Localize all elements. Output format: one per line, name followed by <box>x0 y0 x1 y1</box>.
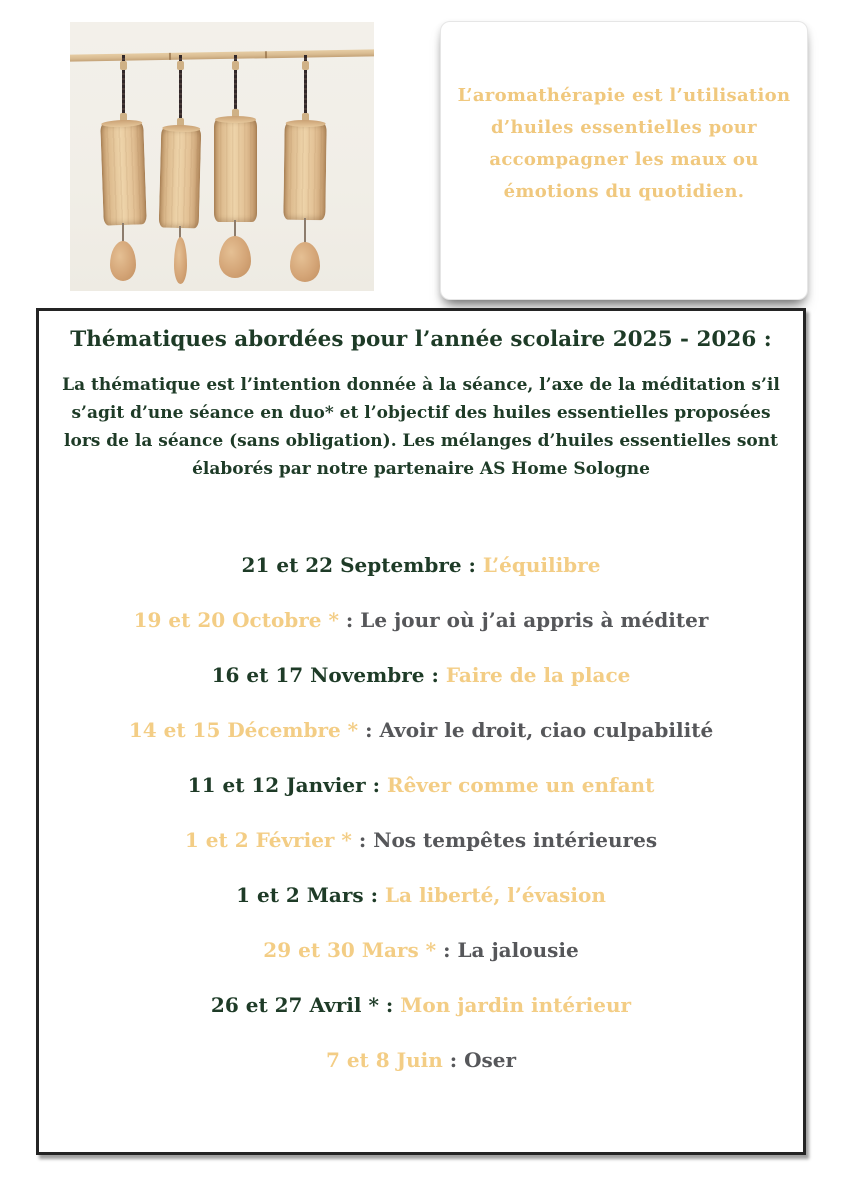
theme-date: 11 et 12 Janvier <box>187 773 366 797</box>
theme-date: 16 et 17 Novembre <box>211 663 425 687</box>
theme-date: 26 et 27 Avril * : <box>210 993 394 1017</box>
theme-label: Rêver comme un enfant <box>386 773 655 797</box>
themes-list <box>39 555 803 1070</box>
chime-cylinder <box>214 118 257 222</box>
theme-row <box>39 885 803 905</box>
theme-row <box>39 610 803 630</box>
theme-date: 7 et 8 Juin <box>325 1048 443 1072</box>
theme-separator: : <box>461 553 483 577</box>
chime-cord <box>234 55 237 121</box>
theme-row <box>39 665 803 685</box>
card-line: d’huiles essentielles pour <box>491 117 757 138</box>
theme-separator: : <box>442 1048 465 1072</box>
theme-label: Faire de la place <box>445 663 631 687</box>
theme-row <box>39 720 803 740</box>
pendant <box>110 241 136 281</box>
theme-row <box>39 940 803 960</box>
theme-label: Oser <box>464 1048 517 1072</box>
theme-separator: : <box>358 718 380 742</box>
intro-line: s’agit d’une séance en duo* et l’objectif des huiles essentielles proposées <box>71 403 771 423</box>
themes-title: Thématiques abordées pour l’année scolaire 2025 - 2026 : <box>70 327 772 352</box>
aromatherapy-card <box>440 21 808 300</box>
theme-label: La liberté, l’évasion <box>384 883 606 907</box>
theme-label: L’équilibre <box>482 553 601 577</box>
intro-line: lors de la séance (sans obligation). Les mélanges d’huiles essentielles sont <box>64 431 778 451</box>
card-line: accompagner les maux ou <box>489 149 759 170</box>
theme-separator: : <box>424 663 446 687</box>
pendant <box>219 236 251 278</box>
theme-label: Avoir le droit, ciao culpabilité <box>379 718 714 742</box>
wind-chimes-photo <box>70 22 374 291</box>
theme-date: 1 et 2 Mars <box>236 883 364 907</box>
theme-label: Le jour où j’ai appris à méditer <box>360 608 709 632</box>
theme-separator: : <box>365 773 387 797</box>
theme-row <box>39 995 803 1015</box>
theme-row <box>39 775 803 795</box>
chime-cylinder <box>159 126 202 228</box>
bamboo-branch <box>70 49 374 61</box>
theme-row <box>39 1050 803 1070</box>
theme-row <box>39 555 803 575</box>
theme-date: 21 et 22 Septembre <box>241 553 462 577</box>
chime-cord <box>179 55 182 130</box>
card-line: émotions du quotidien. <box>503 181 745 202</box>
chime-cord <box>304 55 307 125</box>
pendant-string <box>304 218 306 244</box>
chime-cord <box>122 55 125 125</box>
theme-date: 14 et 15 Décembre * <box>128 718 359 742</box>
theme-label: La jalousie <box>457 938 579 962</box>
intro-line: La thématique est l’intention donnée à la séance, l’axe de la méditation s’il <box>62 375 780 395</box>
card-line: L’aromathérapie est l’utilisation <box>457 85 791 106</box>
theme-row <box>39 830 803 850</box>
themes-intro <box>39 371 803 483</box>
chime-cylinder <box>100 121 147 225</box>
pendant <box>290 242 320 282</box>
themes-box <box>36 308 806 1155</box>
pendant-string <box>122 223 124 243</box>
theme-separator: : <box>363 883 385 907</box>
theme-date: 19 et 20 Octobre * <box>133 608 339 632</box>
theme-date: 29 et 30 Mars * <box>263 938 437 962</box>
theme-label: Mon jardin intérieur <box>400 993 632 1017</box>
theme-separator: : <box>338 608 361 632</box>
theme-label: Nos tempêtes intérieures <box>373 828 658 852</box>
chime-cylinder <box>283 122 326 221</box>
intro-line: élaborés par notre partenaire AS Home Sologne <box>192 459 650 479</box>
theme-separator: : <box>351 828 374 852</box>
pendant <box>174 237 187 284</box>
theme-date: 1 et 2 Février * <box>184 828 352 852</box>
theme-separator: : <box>436 938 458 962</box>
